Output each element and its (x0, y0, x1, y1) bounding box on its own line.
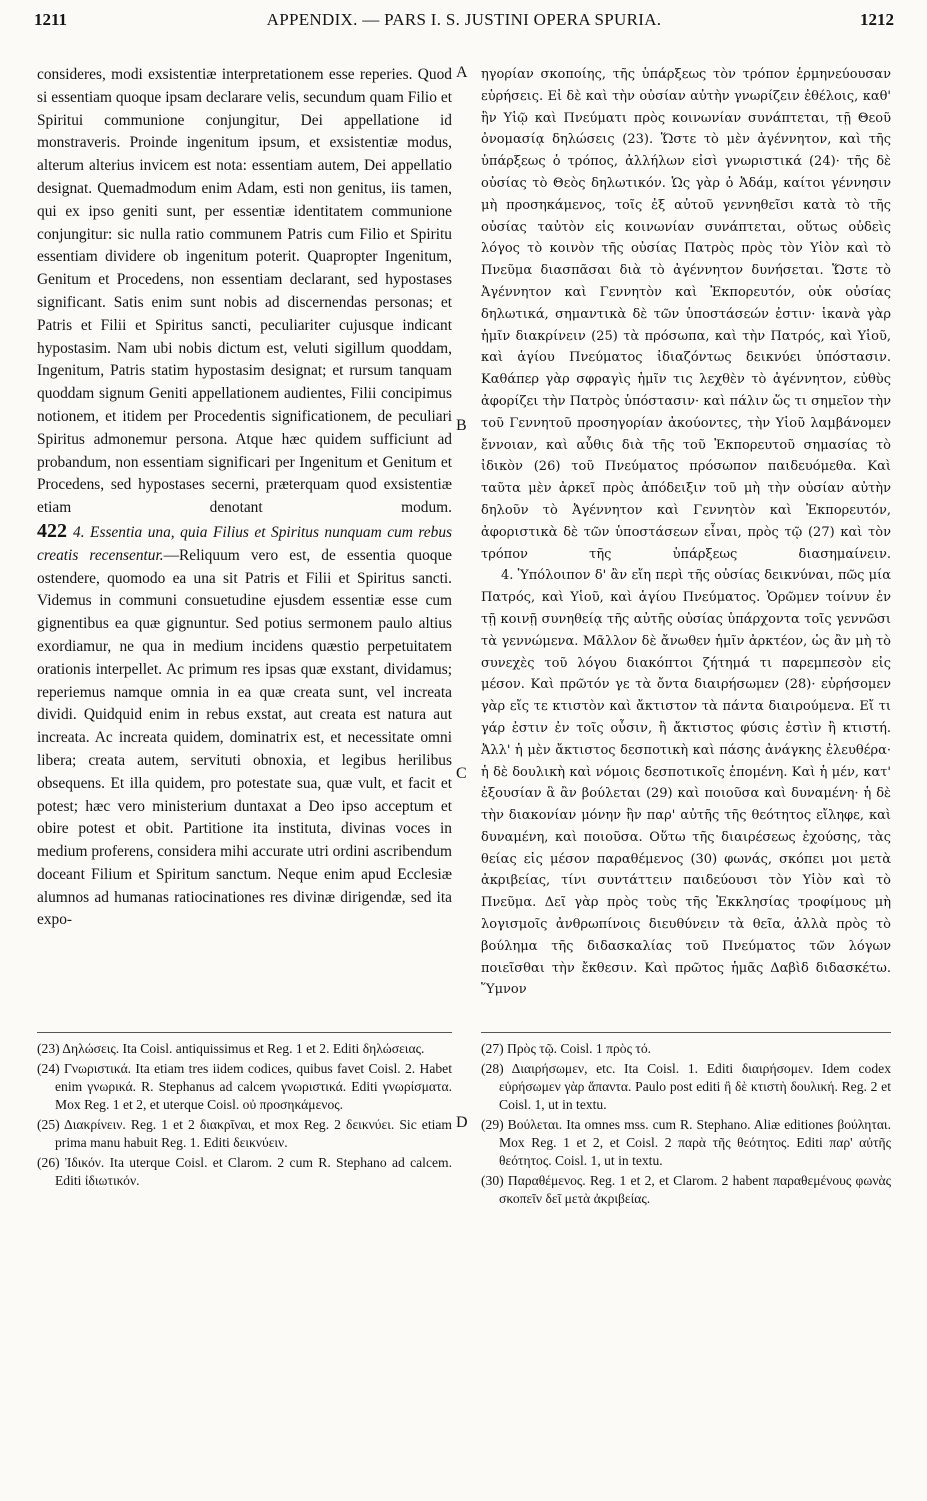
footnote-27: (27) Πρὸς τῷ. Coisl. 1 πρὸς τό. (481, 1041, 652, 1056)
page-number-left: 1211 (34, 10, 68, 29)
greek-paragraph-2: 4. Ὑπόλοιπον δ' ἂν εἴη περὶ τῆς οὐσίας δεικνύναι, πῶς μία Πατρός, καὶ Υἱοῦ, καὶ ἁγίου Πνεύματος. Ὁρῶμεν τοίνυν ἐν τῇ κοινῇ συνηθείᾳ τῆς αὐτῆς οὐσίας ὑπάρχοντα τοῖς γεννῶσι τὰ γεννώμενα. Μᾶλλον δὲ ἄνωθεν ἡμῖν ἀρκτέον, ὡς ἂν μὴ τὸ συνεχὲς τοῦ λόγου διακόπτοι ζήτημά τι παρεμπεσὸν εἰς μέσον. Καὶ πρῶτόν γε τὰ ὄντα διαιρήσωμεν (28)· εὑρήσομεν γὰρ εἴς τε κτιστὸν καὶ ἄκτιστον τὰ πάντα διαιρούμενα. Εἴ τι γάρ ἐστιν ἐν τοῖς οὖσιν, ἢ ἄκτιστος φύσις ἐστὶν ἢ κτιστή. Ἀλλ' ἡ μὲν ἄκτιστος δεσποτικὴ καὶ πάσης ἀνάγκης ἐλευθέρα· ἡ δὲ δουλικὴ καὶ νόμοις δεσποτικοῖς ἑπομένη. Καὶ ἡ μέν, κατ' ἐξουσίαν ἃ ἂν βούλεται (29) καὶ ποιοῦσα καὶ δυναμένη· ἡ δὲ τὴν διακονίαν μόνην ἣν παρ' αὐτῆς τῆς θεότητος εἴληφε, καὶ δυναμένη, καὶ ποιοῦσα. Οὕτω τῆς διαιρέσεως ἐχούσης, τὰς θείας εἰς μέσον παραθέμενος (30) φωνάς, σκόπει μοι μετὰ ἀκριβείας, τίνι συντάττειν παιδεύουσι τὸν Υἱὸν καὶ τὸ Πνεῦμα. Δεῖ γὰρ πρὸς τοὺς τῆς Ἐκκλησίας τροφίμους μὴ λογισμοῖς ἀνθρωπίνοις διευθύνειν τὰ θεῖα, ἀλλὰ πρὸς τὸ βούλημα τῆς διδασκαλίας τοῦ Πνεύματος τῶν λόγων ποιεῖσθαι τὴν ἔκθεσιν. Καὶ πρῶτος ἡμᾶς Δαβὶδ διδασκέτω. Ὕμνον (481, 568, 891, 998)
footnote-30: (30) Παραθέμενος. Reg. 1 et 2, et Clarom. 2 habent παραθεμένους φωνὰς σκοπεῖν δεῖ μετὰ ἀκριβείας. (481, 1173, 891, 1206)
latin-section-heading: 4. Essentia una, quia Filius et Spiritus nunquam cum rebus creatis recensentur. (37, 523, 452, 564)
footnote-24: (24) Γνωριστικά. Ita etiam tres iidem codices, quibus favet Coisl. 2. Habet enim γνωρικά. R. Stephanus ad calcem γνωριστικά. Editi γνωρίσματα. Mox Reg. 1 et 2, et uterque Coisl. οὐ προσηκάμενος. (37, 1061, 452, 1112)
notes-divider-right (481, 1032, 891, 1033)
footnote-23: (23) Δηλώσεις. Ita Coisl. antiquissimus et Reg. 1 et 2. Editi δηλώσειας. (37, 1041, 425, 1056)
notes-divider-left (37, 1032, 452, 1033)
margin-letter-d: D (456, 1114, 468, 1131)
running-title: APPENDIX. — PARS I. S. JUSTINI OPERA SPURIA. (266, 10, 662, 29)
margin-letter-c: C (456, 765, 467, 782)
margin-letter-a: A (456, 64, 468, 81)
footnotes-right (481, 1040, 891, 1210)
page-number-right: 1212 (860, 10, 894, 29)
latin-paragraph-1: consideres, modi exsistentiæ interpretationem esse reperies. Quod si essentiam quoque ipsam declarare velis, secundum quam Filio et Spiritui communione conjungitur, Dei appellatione id monstraveris. Proinde ingenitum ipsum, et exsistentiæ modus, alterum alterius invicem est nota: essentiam autem, Dei appellatio designat. Quemadmodum enim Adam, esti non genitus, iis tamen, qui ex ipso geniti sunt, per essentiæ identitatem communione conjungitur: sic nulla ratio communem Patris cum Filio et Spiritu essentiam dividere ob ingenitum poterit. Quapropter Ingenitum, Genitum et Procedens, non essentiam declarant, sed hypostases significant. Satis enim sunt nobis ad discernendas personas; et Patris et Filii et Spiritus sancti, peculiariter cujusque indicant hypostasim. Nam ubi nobis dictum est, veluti sigillum quoddam, Ingenitum, Patris statim hypostasim designat; et rursum tanquam quoddam signum Geniti appellationem audientes, Filii concipimus notionem, et itidem per Procedentis significationem, de peculiari Spiritus admonemur persona. Atque hæc quidem sufficiunt ad probandum, non essentiam significari per Ingenitum et Genitum et Procedens, sed hypostases secerni, præterquam quod exsistentiæ etiam denotant modum. (37, 66, 452, 517)
footnote-26: (26) Ἰδικόν. Ita uterque Coisl. et Clarom. 2 cum R. Stephano ad calcem. Editi ἰδιωτικόν. (37, 1155, 452, 1188)
margin-letter-b: B (456, 417, 467, 434)
footnote-25: (25) Διακρίνειν. Reg. 1 et 2 διακρῖναι, et mox Reg. 2 δεικνύει. Sic etiam prima manu habuit Reg. 1. Editi δεικνύειν. (37, 1117, 452, 1150)
latin-column (37, 64, 452, 932)
footnote-29: (29) Βούλεται. Ita omnes mss. cum R. Stephano. Aliæ editiones βούληται. Mox Reg. 1 et 2, et Coisl. 2 παρὰ τῆς θεότητος. Editi παρ' αὐτῆς θεότητος. Coisl. 1, ut in textu. (481, 1117, 891, 1168)
latin-paragraph-2-text: —Reliquum vero est, de essentia quoque ostendere, quomodo ea una sit Patris et Filii et Spiritus sancti. Videmus in communi consuetudine ejusdem essentiæ esse cum gignentibus ea quæ gignuntur. Sed potius sermonem paulo altius exordiamur, ne qua in medium incidens quæstio perpetuitatem orationis interpellet. Ac primum res ipsas quæ exstant, dividamus; reperiemus namque omnia in ea quæ creata sunt, vel increata dividi. Quidquid enim in rebus exstat, aut creata est natura aut increata. Ac increata quidem, dominatrix est, et necessitate omni libera; creata autem, servituti obnoxia, et legibus herilibus obsequens. Et illa quidem, pro potestate sua, quæ vult, et facit et potest; hæc vero ministerium duntaxat a Deo ipso acceptum et obire potest et obit. Partitione ita instituta, divinas voces in medium proferens, considera mihi accurate utri ordini ascribendum doceant Filium et Spiritum sanctum. Neque enim apud Ecclesiæ alumnos ad humanas ratiocinationes res divinæ dirigendæ, sed ita expo- (37, 546, 453, 929)
footnote-28: (28) Διαιρήσωμεν, etc. Ita Coisl. 1. Editi διαιρήσομεν. Idem codex εὑρήσωμεν γὰρ ἅπαντα. Paulo post editi ἢ δὲ κτιστὴ δουλική. Reg. 2 et Coisl. 1, ut in textu. (481, 1061, 891, 1112)
page-header (34, 10, 894, 38)
greek-paragraph-1: ηγορίαν σκοποίης, τῆς ὑπάρξεως τὸν τρόπον ἑρμηνεύουσαν εὑρήσεις. Εἰ δὲ καὶ τὴν οὐσίαν αὐτὴν γνωρίζειν ἐθέλοις, καθ' ἣν Υἱῷ καὶ Πνεύματι πρὸς κοινωνίαν συνάπτεται, τῇ Θεοῦ ὀνομασίᾳ δηλώσεις (23). Ὥστε τὸ μὲν ἀγέννητον, καὶ τῆς ὑπάρξεως ὁ τρόπος, ἀλλήλων εἰσὶ γνωριστικά (24)· τῆς δὲ οὐσίας τὸ Θεὸς δηλωτικόν. Ὡς γὰρ ὁ Ἀδάμ, καίτοι γέννησιν μὴ προσηκάμενος, τοῖς ἐξ αὐτοῦ γεννηθεῖσι κατὰ τὸ τῆς οὐσίας ταὐτὸν εἰς κοινωνίαν συνάπτεται, οὕτως οὐδεὶς λόγος τὸ κοινὸν τῆς οὐσίας Πατρὸς πρὸς τὸν Υἱὸν καὶ τὸ Πνεῦμα διασπᾶσαι διὰ τὸ ἀγέννητον δυνήσεται. Ὥστε τὸ Ἀγέννητον καὶ Γεννητὸν καὶ Ἐκπορευτόν, οὐκ οὐσίας δηλωτικά, σημαντικὰ δὲ τῶν ὑποστάσεών ἐστιν· ἱκανὰ γὰρ ἡμῖν διακρίνειν (25) τὰ πρόσωπα, καὶ τὴν Πατρός, καὶ Υἱοῦ, καὶ ἁγίου Πνεύματος ἰδιαζόντως δεικνύει ὑπόστασιν. Καθάπερ γὰρ σφραγὶς ἡμῖν τις λεχθὲν τὸ ἀγέννητον, εὐθὺς ἀφορίζει τὴν Πατρὸς ὑπόστασιν· καὶ πάλιν ὥς τι σημεῖον τὴν τοῦ Γεννητοῦ προσηγορίαν ἀκούοντες, τὴν Υἱοῦ λαμβάνομεν ἔννοιαν, καὶ αὖθις διὰ τῆς τοῦ Ἐκπορευτοῦ σημασίας τὸ ἰδικὸν (26) τοῦ Πνεύματος πρόσωπον παιδευόμεθα. Καὶ ταῦτα μὲν ἀρκεῖ πρὸς ἀπόδειξιν τοῦ μὴ τὴν οὐσίαν αὐτὴν δηλοῦν τὸ Ἀγέννητον καὶ Γεννητὸν καὶ Ἐκπορευτόν, ἀφοριστικὰ δὲ τῶν ὑποστάσεων εἶναι, πρὸς τῷ (27) καὶ τὸν τρόπον τῆς ὑπάρξεως διασημαίνειν. (481, 67, 891, 562)
footnotes-left (37, 1040, 452, 1192)
latin-paragraph-2 (37, 520, 452, 932)
section-number: 422 (37, 519, 67, 542)
greek-column (481, 64, 891, 1001)
